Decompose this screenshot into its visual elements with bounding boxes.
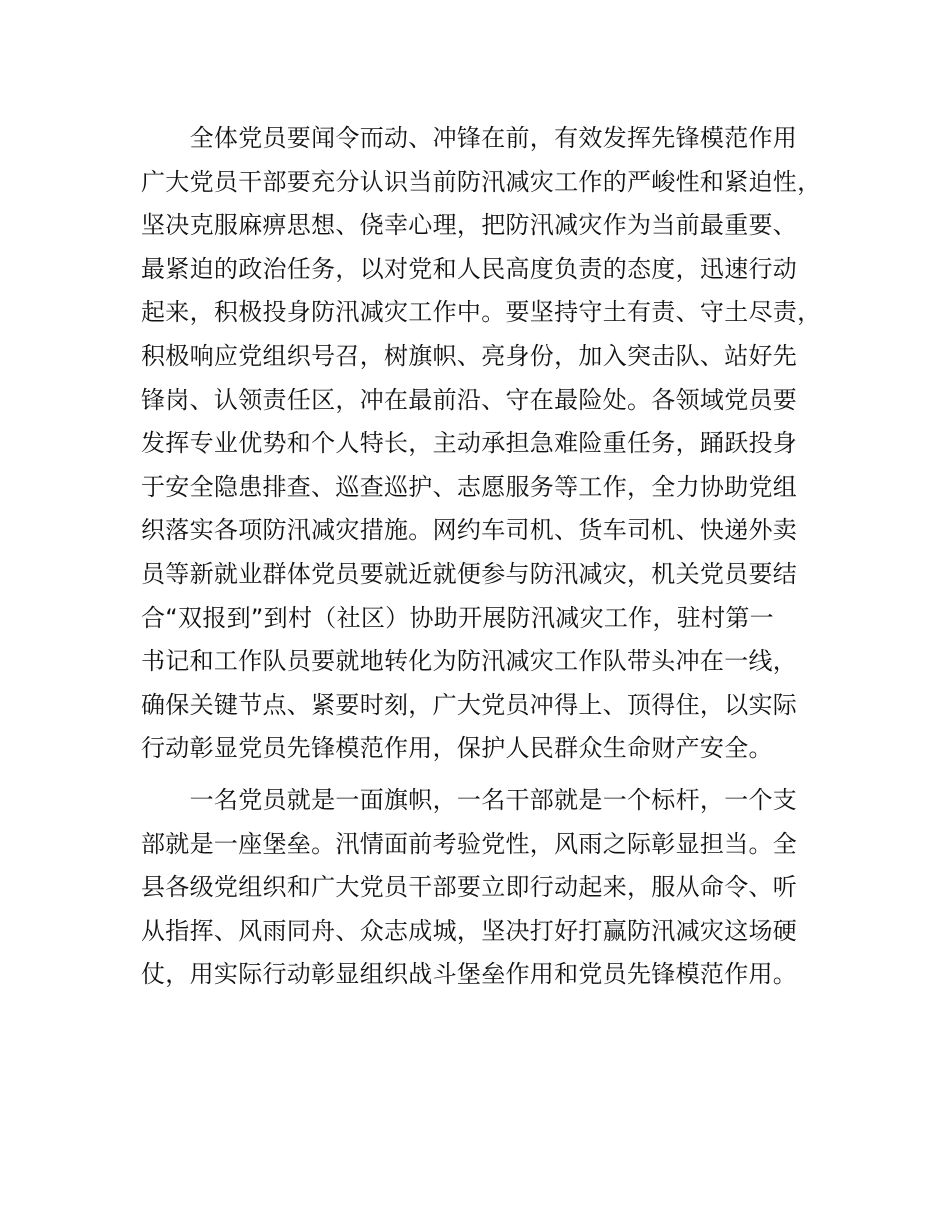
paragraph-flag-and-fortress: 一名党员就是一面旗帜，一名干部就是一个标杆，一个支 部就是一座堡垒。汛情面前考验党性，风雨之际彰显担当。全 县各级党组织和广大党员干部要立即行动起来，服从命令、听 从指挥、风雨同舟、众志成城，坚决打好打赢防汛减灾这场硬 仗，用实际行动彰显组织战斗堡垒作用和党员先锋模范作用。 (141, 785, 798, 989)
document-body (141, 117, 841, 997)
paragraph-vanguard-role: 全体党员要闻令而动、冲锋在前，有效发挥先锋模范作用 广大党员干部要充分认识当前防汛减灾工作的严峻性和紧迫性， 坚决克服麻痹思想、侥幸心理，把防汛减灾作为当前最重要、 最紧迫的政治任务，以对党和人民高度负责的态度，迅速行动 起来，积极投身防汛减灾工作中。要坚持守土有责、守土尽责， 积极响应党组织号召，树旗帜、亮身份，加入突击队、站好先 锋岗、认领责任区，冲在最前沿、守在最险处。各领域党员要 发挥专业优势和个人特长，主动承担急难险重任务，踊跃投身 于安全隐患排查、巡查巡护、志愿服务等工作，全力协助党组 织落实各项防汛减灾措施。网约车司机、货车司机、快递外卖 员等新就业群体党员要就近就便参与防汛减灾，机关党员要结 合“双报到”到村（社区）协助开展防汛减灾工作，驻村第一 书记和工作队员要就地转化为防汛减灾工作队带头冲在一线， 确保关键节点、紧要时刻，广大党员冲得上、顶得住，以实际 行动彰显党员先锋模范作用，保护人民群众生命财产安全。 (141, 124, 822, 763)
